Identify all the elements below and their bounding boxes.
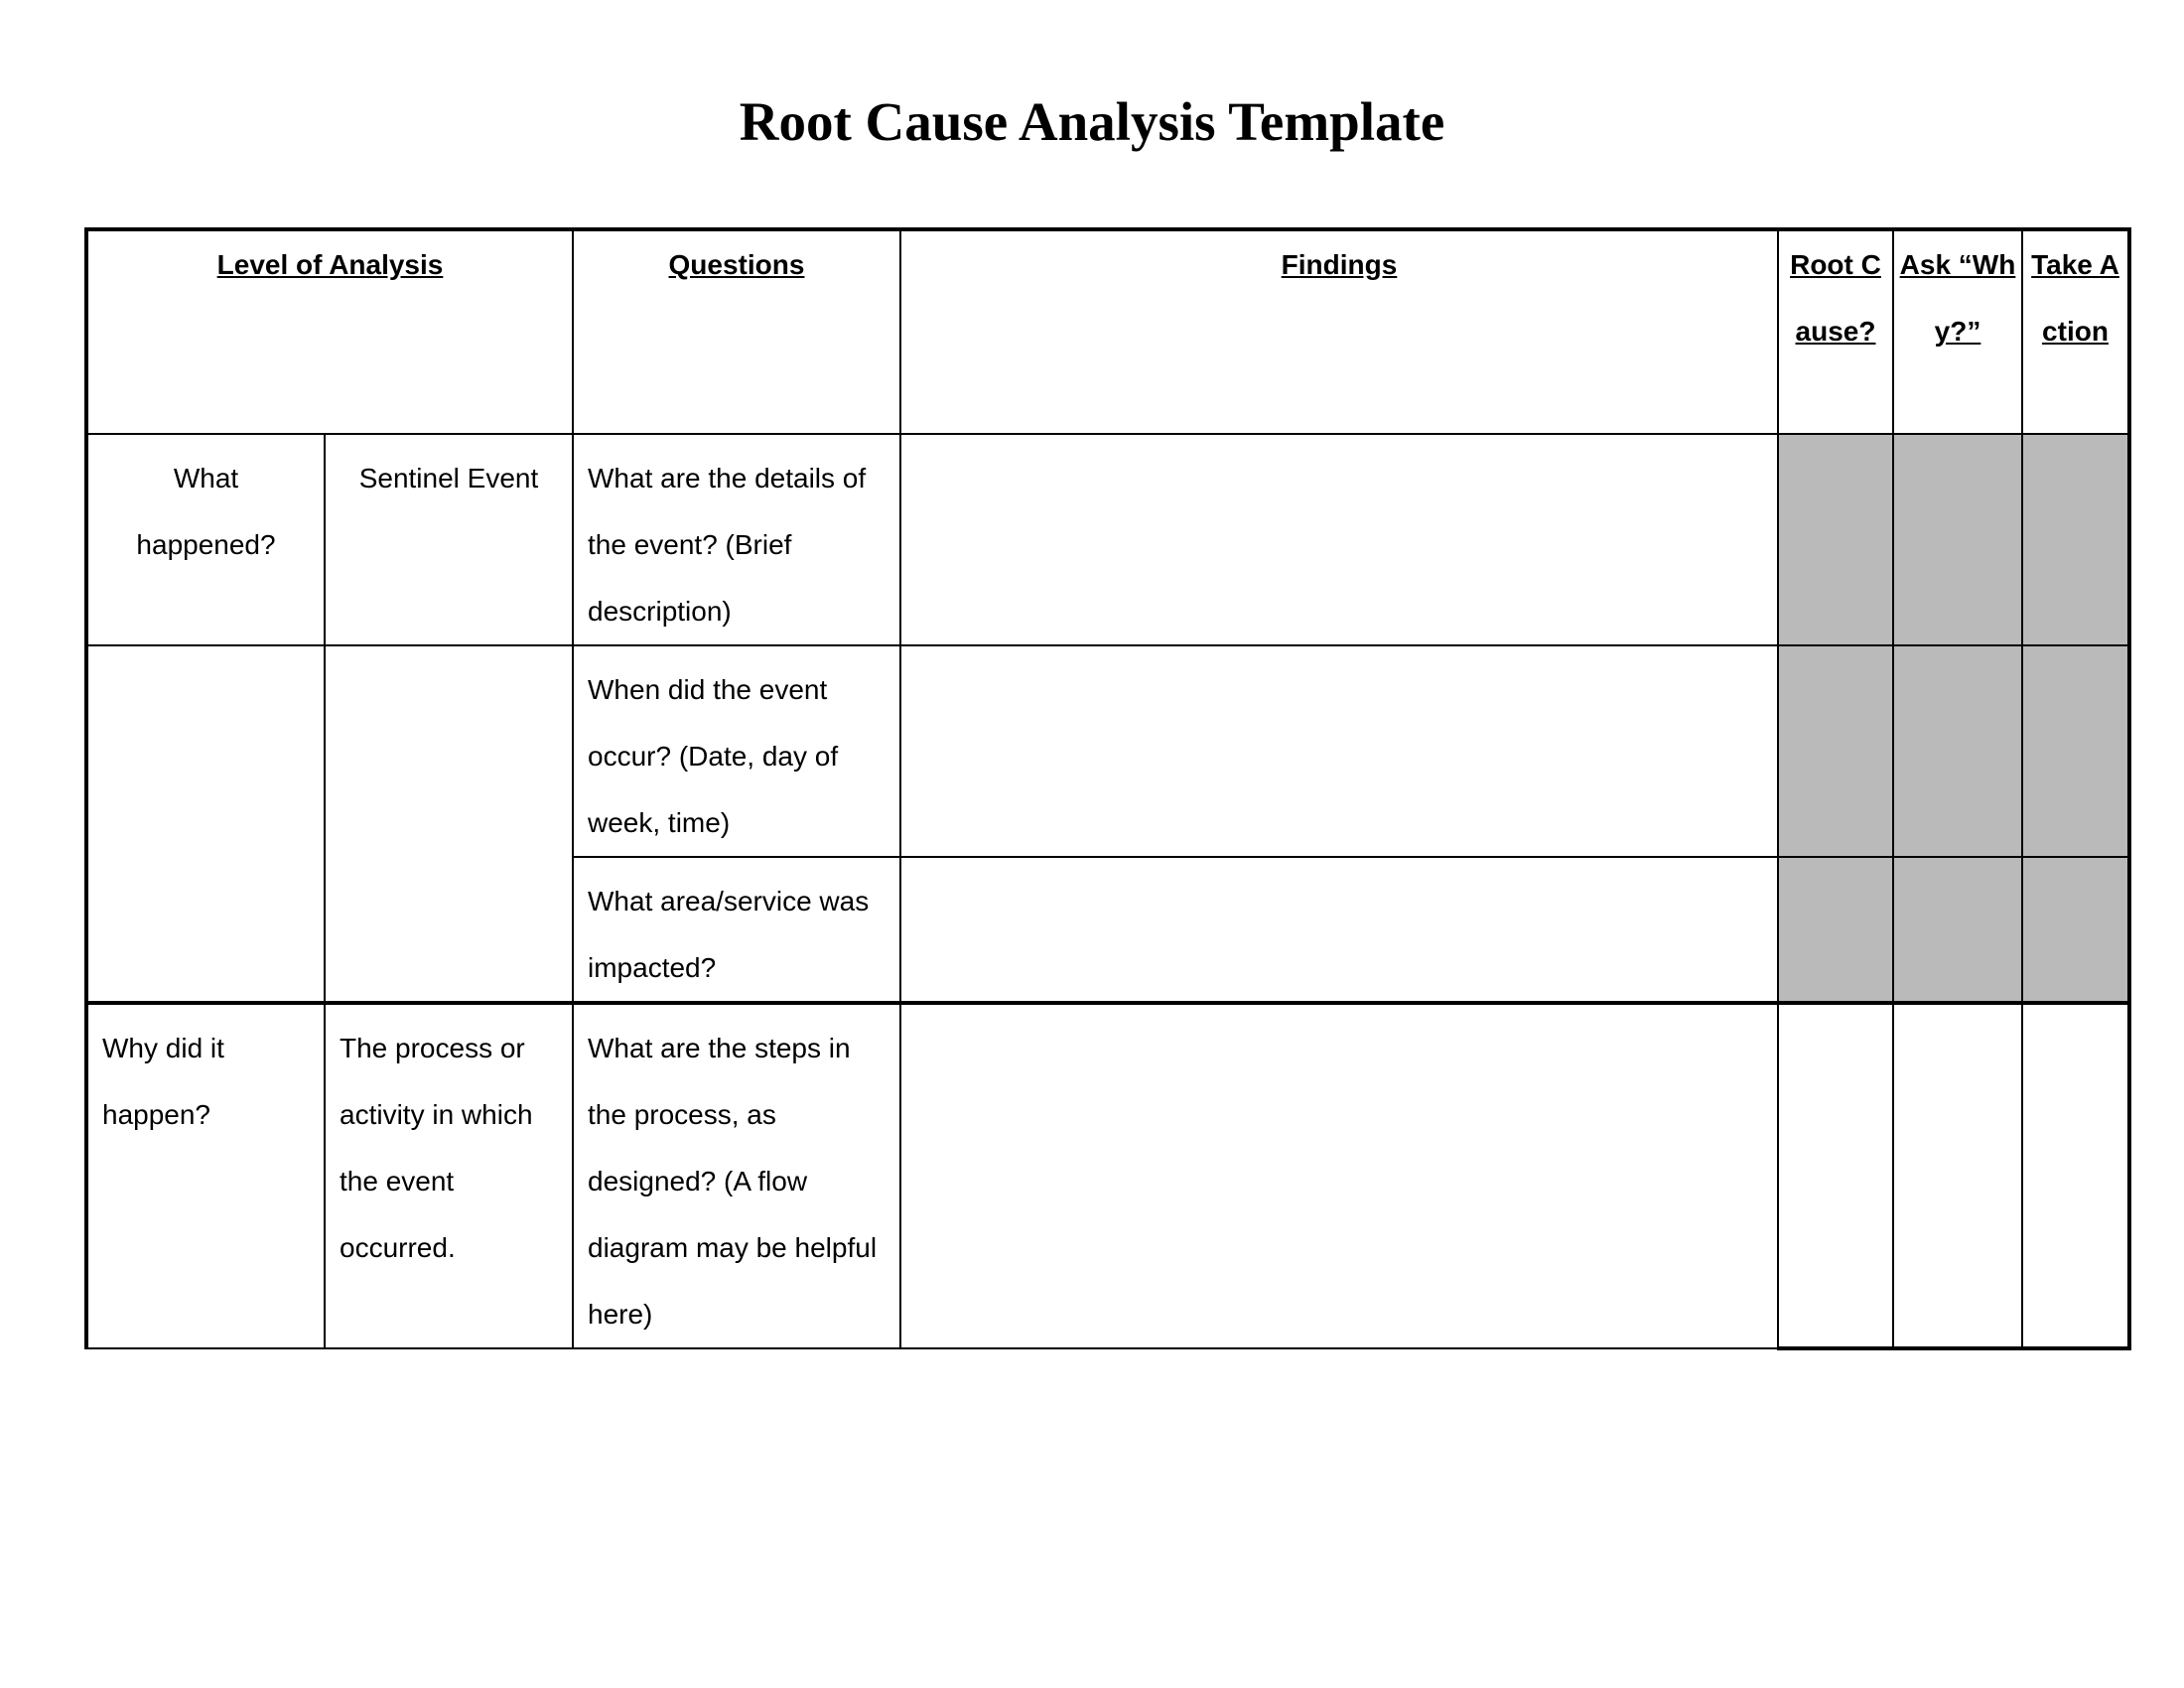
header-findings: Findings [900,229,1778,434]
question-cell: What are the details of the event? (Brief description) [573,434,900,645]
header-level-of-analysis: Level of Analysis [86,229,573,434]
take-action-cell[interactable] [2022,645,2129,857]
question-cell: What are the steps in the process, as designed? (A flow diagram may be helpful here) [573,1003,900,1348]
findings-cell[interactable] [900,434,1778,645]
table-row [86,1003,2129,1348]
root-cause-cell[interactable] [1778,1003,1893,1348]
question-cell: What area/service was impacted? [573,857,900,1003]
table-row [86,434,2129,645]
findings-cell[interactable] [900,1003,1778,1348]
findings-cell[interactable] [900,857,1778,1003]
sublevel-cell [325,645,573,1003]
question-cell: When did the event occur? (Date, day of week, time) [573,645,900,857]
page-title: Root Cause Analysis Template [739,91,1445,152]
level-cell: What happened? [86,434,325,645]
header-row [86,229,2129,434]
ask-why-cell[interactable] [1893,434,2022,645]
root-cause-cell[interactable] [1778,857,1893,1003]
header-take-action: Take Action [2022,229,2129,434]
header-questions: Questions [573,229,900,434]
ask-why-cell[interactable] [1893,857,2022,1003]
level-cell: Why did it happen? [86,1003,325,1348]
take-action-cell[interactable] [2022,434,2129,645]
header-ask-why: Ask “Why?” [1893,229,2022,434]
ask-why-cell[interactable] [1893,645,2022,857]
sublevel-cell: The process or activity in which the event occurred. [325,1003,573,1348]
root-cause-cell[interactable] [1778,645,1893,857]
sublevel-cell: Sentinel Event [325,434,573,645]
findings-cell[interactable] [900,645,1778,857]
take-action-cell[interactable] [2022,1003,2129,1348]
table-row [86,645,2129,857]
root-cause-cell[interactable] [1778,434,1893,645]
level-cell [86,645,325,1003]
take-action-cell[interactable] [2022,857,2129,1003]
root-cause-analysis-table [84,227,2131,1350]
header-root-cause: Root Cause? [1778,229,1893,434]
ask-why-cell[interactable] [1893,1003,2022,1348]
